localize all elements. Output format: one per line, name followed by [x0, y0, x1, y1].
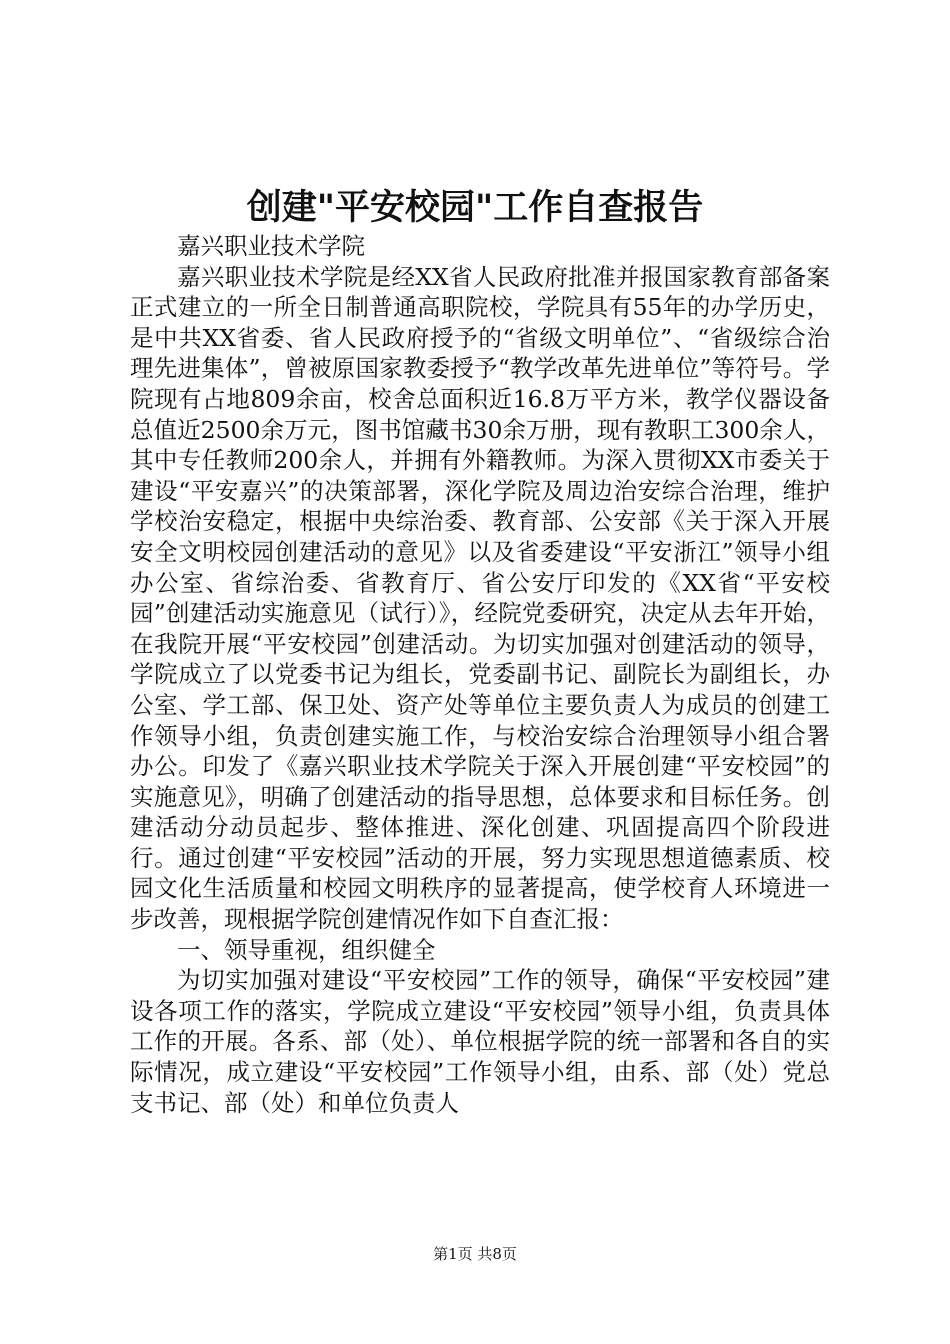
section-heading: 一、领导重视，组织健全	[177, 935, 436, 964]
document-body	[130, 231, 830, 1118]
document-title: 创建"平安校园"工作自查报告	[246, 187, 704, 228]
paragraph-intro: 嘉兴职业技术学院是经XX省人民政府批准并报国家教育部备案正式建立的一所全日制普通高职院校，学院具有55年的办学历史，是中共XX省委、省人民政府授予的“省级文明单位”、“省级综合治理先进集体”，曾被原国家教委授予“教学改革先进单位”等符号。学院现有占地809余亩，校舍总面积近16.8万平方米，教学仪器设备总值近2500余万元，图书馆藏书30余万册，现有教职工300余人，其中专任教师200余人，并拥有外籍教师。为深入贯彻XX市委关于建设“平安嘉兴”的决策部署，深化学院及周边治安综合治理，维护学校治安稳定，根据中央综治委、教育部、公安部《关于深入开展安全文明校园创建活动的意见》以及省委建设“平安浙江”领导小组办公室、省综治委、省教育厅、省公安厅印发的《XX省“平安校园”创建活动实施意见（试行）》，经院党委研究，决定从去年开始，在我院开展“平安校园”创建活动。为切实加强对创建活动的领导，学院成立了以党委书记为组长，党委副书记、副院长为副组长，办公室、学工部、保卫处、资产处等单位主要负责人为成员的创建工作领导小组，负责创建实施工作，与校治安综合治理领导小组合署办公。印发了《嘉兴职业技术学院关于深入开展创建“平安校园”的实施意见》，明确了创建活动的指导思想，总体要求和目标任务。创建活动分动员起步、整体推进、深化创建、巩固提高四个阶段进行。通过创建“平安校园”活动的开展，努力实现思想道德素质、校园文化生活质量和校园文明秩序的显著提高，使学校育人环境进一步改善，现根据学院创建情况作如下自查汇报：	[130, 262, 830, 934]
page-footer: 第1页 共8页	[433, 1245, 517, 1263]
paragraph-section-1: 为切实加强对建设“平安校园”工作的领导，确保“平安校园”建设各项工作的落实，学院成立建设“平安校园”领导小组，负责具体工作的开展。各系、部（处）、单位根据学院的统一部署和各自的实际情况，成立建设“平安校园”工作领导小组，由系、部（处）党总支书记、部（处）和单位负责人	[130, 966, 830, 1117]
author-line: 嘉兴职业技术学院	[177, 232, 365, 260]
